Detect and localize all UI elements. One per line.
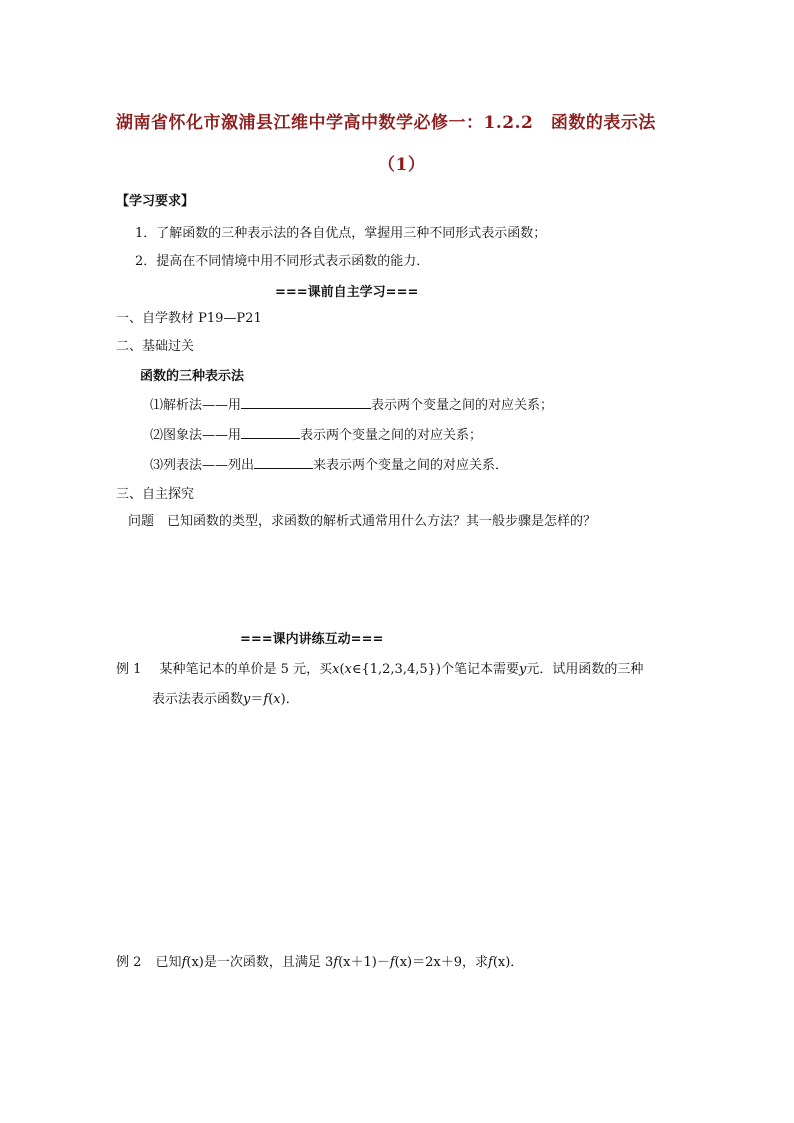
math-text: (x＋1)－ (338, 955, 390, 970)
section-heading: 二、基础过关 (116, 339, 195, 354)
subheading: 函数的三种表示法 (140, 369, 245, 384)
question-text: 问题 已知函数的类型，求函数的解析式通常用什么方法？其一般步骤是怎样的？ (128, 514, 597, 529)
method-desc: 表示两个变量之间的对应关系； (371, 398, 554, 413)
math-var: f (389, 955, 395, 970)
pre-class-heading: ===课前自主学习=== (275, 285, 419, 300)
method-desc: 来表示两个变量之间的对应关系． (313, 458, 509, 473)
fill-blank (241, 425, 300, 439)
math-var: y (518, 662, 527, 677)
math-var: x (273, 692, 281, 707)
math-text: ( (339, 662, 345, 677)
math-text: ( (268, 692, 274, 707)
example-2 (116, 951, 523, 970)
example-1-cont (152, 688, 299, 707)
math-text: (x)＝2x＋9，求 (394, 955, 488, 970)
math-text: ∈{1,2,3,4,5})个笔记本需要 (351, 662, 519, 677)
requirements-heading: 【学习要求】 (116, 194, 195, 209)
method-label: ⑴解析法——用 (150, 398, 242, 413)
method-desc: 表示两个变量之间的对应关系； (300, 428, 483, 443)
math-var: f (181, 955, 187, 970)
example-text: 已知 (155, 955, 182, 970)
section-heading: 三、自主探究 (116, 487, 195, 502)
math-text: )． (280, 692, 299, 707)
math-var: y (243, 692, 251, 707)
math-var: x (332, 662, 340, 677)
section-heading: 一、自学教材 P19—P21 (116, 311, 262, 326)
math-var: x (344, 662, 352, 677)
method-label: ⑵图象法——用 (150, 428, 242, 443)
fill-blank (241, 395, 371, 409)
method-line (150, 424, 482, 443)
math-var: f (333, 955, 339, 970)
example-1 (116, 658, 643, 677)
example-label: 例 1 (116, 662, 142, 677)
math-var: f (488, 955, 493, 970)
example-text: 是一次函数，且满足 3 (203, 955, 334, 970)
requirement-item: 1．了解函数的三种表示法的各自优点，掌握用三种不同形式表示函数； (135, 226, 547, 241)
math-text: (x)． (492, 955, 524, 970)
page-title-part: （1） (378, 155, 426, 175)
method-line (150, 454, 508, 473)
method-line (150, 394, 553, 413)
in-class-heading: ===课内讲练互动=== (240, 632, 384, 647)
math-var: f (263, 692, 269, 707)
method-label: ⑶列表法——列出 (150, 458, 255, 473)
fill-blank (254, 455, 313, 469)
math-text: ＝ (250, 692, 264, 707)
page-title: 湖南省怀化市溆浦县江维中学高中数学必修一：1.2.2 函数的表示法 (116, 113, 656, 133)
math-text: (x) (186, 955, 204, 970)
requirement-item: 2．提高在不同情境中用不同形式表示函数的能力． (135, 254, 430, 269)
example-text: 某种笔记本的单价是 5 元，买 (159, 662, 333, 677)
example-label: 例 2 (116, 955, 142, 970)
example-text: 元．试用函数的三种 (526, 662, 644, 677)
example-text: 表示法表示函数 (152, 692, 244, 707)
